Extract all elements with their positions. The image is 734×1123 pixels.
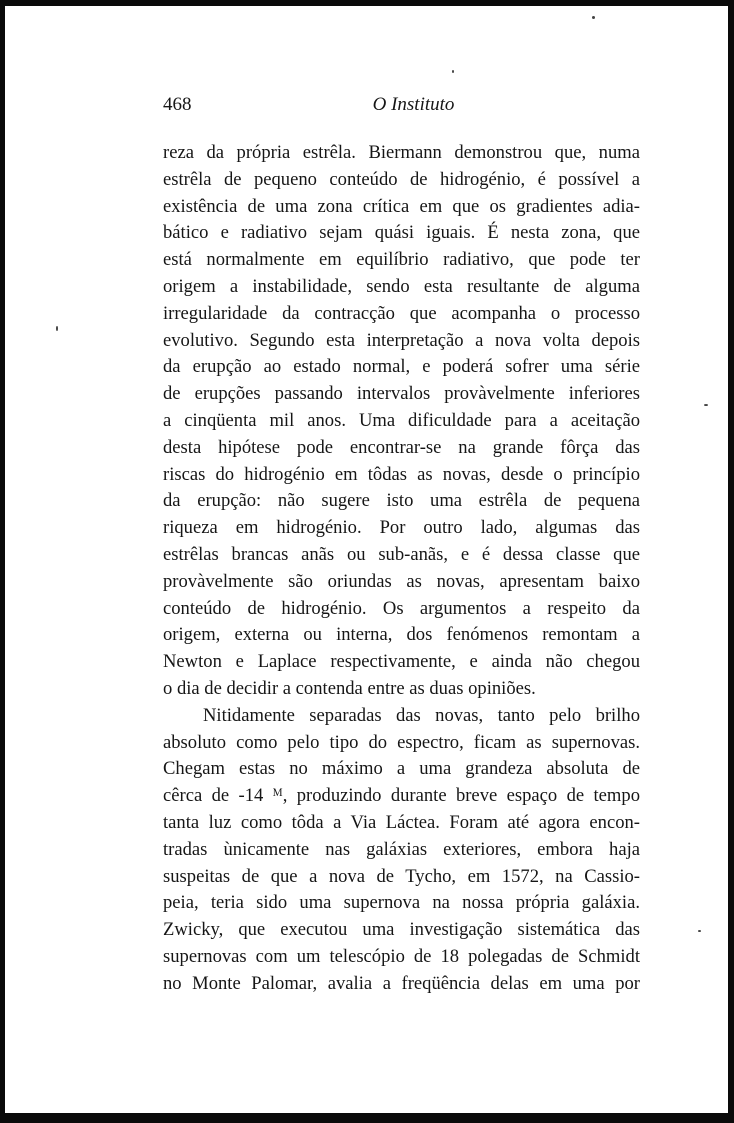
text-line: Chegam estas no máximo a uma grandeza absoluta de xyxy=(163,758,640,780)
text-line: irregularidade da contracção que acompanha o processo xyxy=(163,302,640,324)
text-line: da erupção ao estado normal, e poderá sofrer uma série xyxy=(163,356,640,378)
text-line: riqueza em hidrogénio. Por outro lado, algumas das xyxy=(163,517,640,539)
text-line: está normalmente em equilíbrio radiativo, que pode ter xyxy=(163,249,640,271)
text-line: o dia de decidir a contenda entre as duas opiniões. xyxy=(163,677,536,699)
text-line: da erupção: não sugere isto uma estrêla de pequena xyxy=(163,490,640,512)
body-text xyxy=(163,140,640,998)
text-line: a cinqüenta mil anos. Uma dificuldade para a aceitação xyxy=(163,409,640,431)
text-line: provàvelmente são oriundas as novas, apresentam baixo xyxy=(163,570,640,592)
scan-speck xyxy=(698,930,701,932)
scan-speck xyxy=(592,16,595,19)
text-line: cêrca de -14 ᴹ, produzindo durante breve espaço de tempo xyxy=(163,785,640,807)
text-line: Zwicky, que executou uma investigação sistemática das xyxy=(163,919,640,941)
scan-speck xyxy=(452,70,454,73)
text-line: estrêlas brancas anãs ou sub-anãs, e é dessa classe que xyxy=(163,543,640,565)
text-line: supernovas com um telescópio de 18 polegadas de Schmidt xyxy=(163,945,640,967)
running-head xyxy=(163,94,640,122)
journal-title: O Instituto xyxy=(372,94,455,115)
text-line: origem, externa ou interna, dos fenómenos remontam a xyxy=(163,624,640,646)
scan-border-right xyxy=(728,0,734,1123)
scan-speck xyxy=(704,404,708,406)
scan-border-bottom xyxy=(0,1113,734,1123)
text-line: reza da própria estrêla. Biermann demonstrou que, numa xyxy=(163,142,640,163)
text-line: desta hipótese pode encontrar-se na grande fôrça das xyxy=(163,436,640,458)
text-line: de erupções passando intervalos provàvelmente inferiores xyxy=(163,383,640,405)
text-line: evolutivo. Segundo esta interpretação a nova volta depois xyxy=(163,329,640,351)
scan-speck xyxy=(56,326,58,331)
text-line: suspeitas de que a nova de Tycho, em 1572, na Cassio- xyxy=(163,865,640,887)
text-line: no Monte Palomar, avalia a freqüência delas em uma por xyxy=(163,972,640,994)
text-line: origem a instabilidade, sendo esta resultante de alguma xyxy=(163,275,640,297)
text-line: Nitidamente separadas das novas, tanto pelo brilho xyxy=(203,704,640,726)
text-line: tradas ùnicamente nas galáxias exteriores, embora haja xyxy=(163,838,640,860)
text-line: bático e radiativo sejam quási iguais. É nesta zona, que xyxy=(163,222,640,244)
scan-border-top xyxy=(0,0,734,6)
page-number: 468 xyxy=(163,94,192,115)
text-line: absoluto como pelo tipo do espectro, ficam as supernovas. xyxy=(163,731,640,753)
text-line: conteúdo de hidrogénio. Os argumentos a respeito da xyxy=(163,597,640,619)
paragraph-1 xyxy=(163,140,640,703)
paragraph-2 xyxy=(163,703,640,998)
text-line: riscas do hidrogénio em tôdas as novas, desde o princípio xyxy=(163,463,640,485)
text-line: existência de uma zona crítica em que os gradientes adia- xyxy=(163,195,640,217)
text-line: Newton e Laplace respectivamente, e ainda não chegou xyxy=(163,651,640,673)
text-line: peia, teria sido uma supernova na nossa própria galáxia. xyxy=(163,892,640,914)
scan-border-left xyxy=(0,0,5,1123)
text-line: estrêla de pequeno conteúdo de hidrogénio, é possível a xyxy=(163,168,640,190)
text-line: tanta luz como tôda a Via Láctea. Foram até agora encon- xyxy=(163,811,640,833)
